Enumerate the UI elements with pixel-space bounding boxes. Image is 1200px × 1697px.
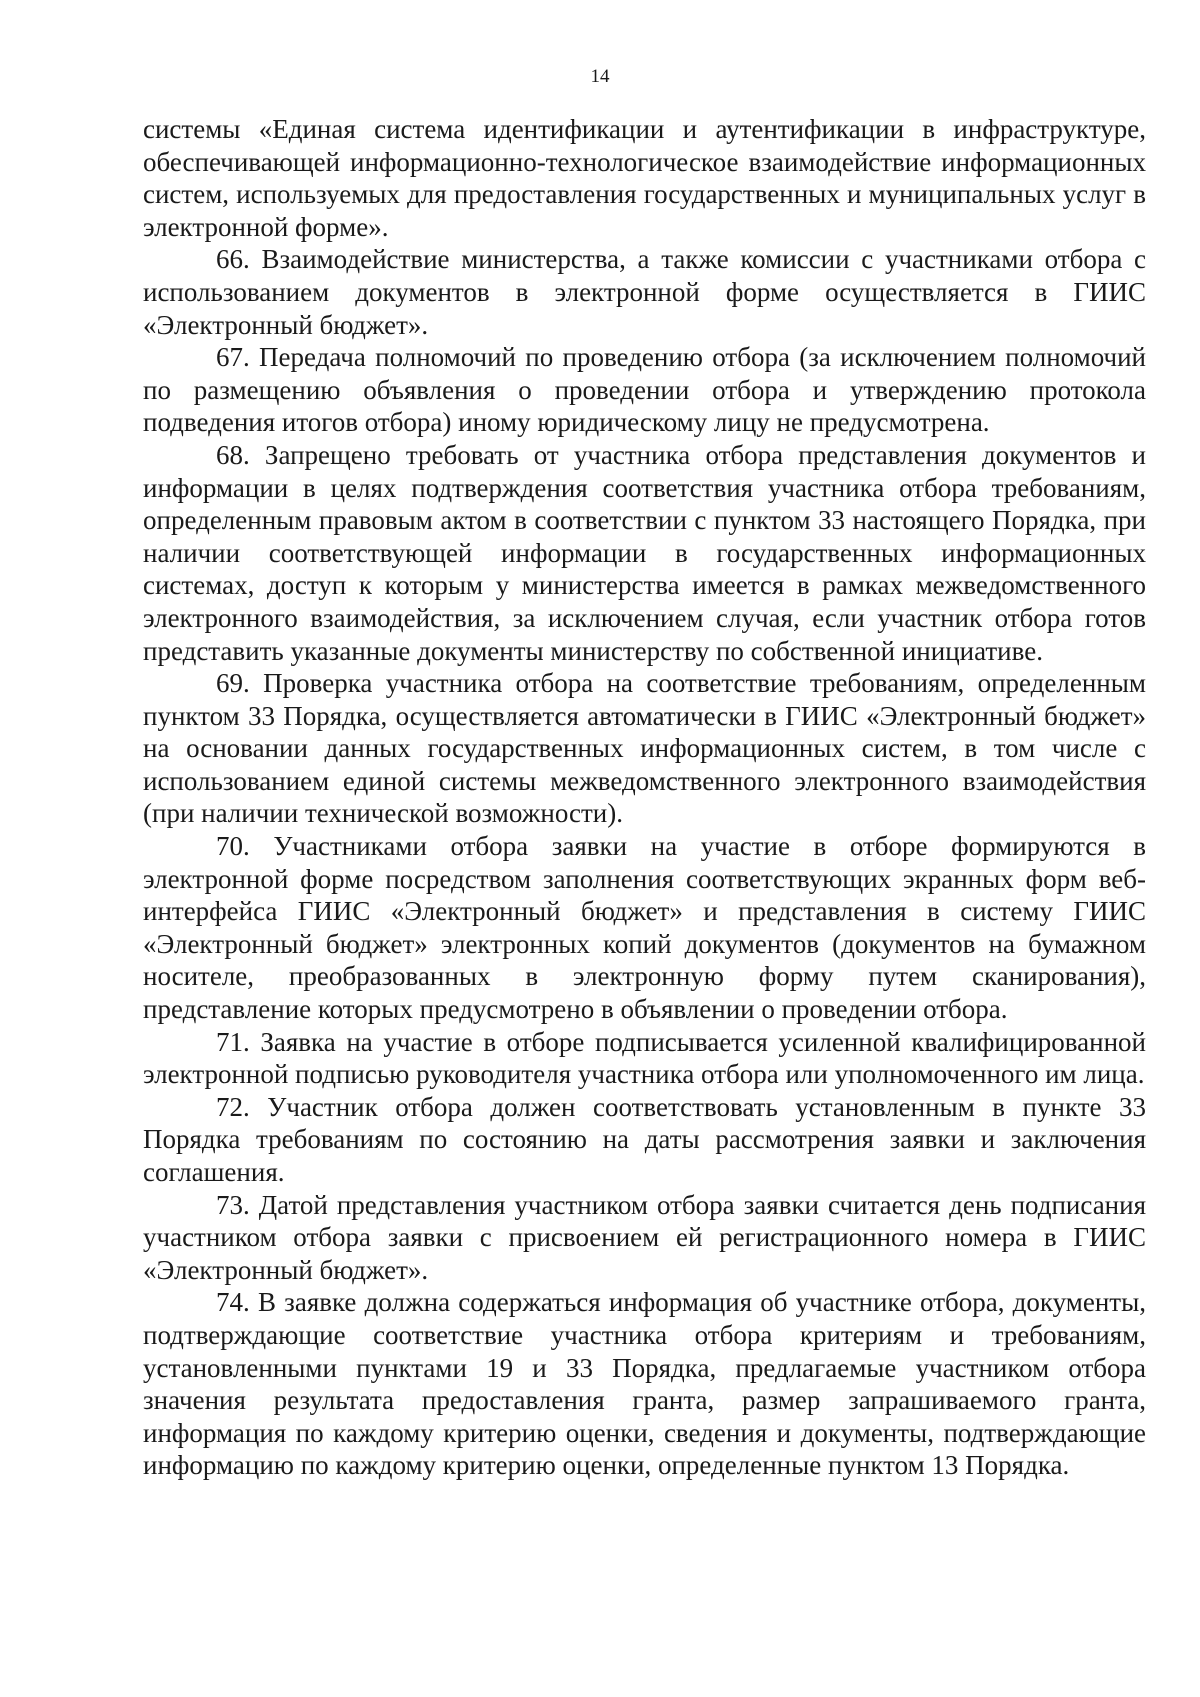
- paragraph-71: 71. Заявка на участие в отборе подписывается усиленной квалифицированной электронной подписью руководителя участника отбора или уполномоченного им лица.: [143, 1026, 1146, 1090]
- paragraph-69: 69. Проверка участника отбора на соответствие требованиям, определенным пунктом 33 Порядка, осуществляется автоматически в ГИИС «Электронный бюджет» на основании данных государственных информационных систем, в том числе с использованием единой системы межведомственного электронного взаимодействия (при наличии технической возможности).: [143, 668, 1146, 829]
- paragraph-74: 74. В заявке должна содержаться информация об участнике отбора, документы, подтверждающие соответствие участника отбора критериям и требованиям, установленными пунктами 19 и 33 Порядка, предлагаемые участником отбора значения результата предоставления гранта, размер запрашиваемого гранта, информация по каждому критерию оценки, сведения и документы, подтверждающие информацию по каждому критерию оценки, определенные пунктом 13 Порядка.: [143, 1287, 1146, 1481]
- paragraph-continuation: системы «Единая система идентификации и аутентификации в инфраструктуре, обеспечивающей информационно-технологическое взаимодействие информационных систем, используемых для предоставления государственных и муниципальных услуг в электронной форме».: [143, 114, 1146, 242]
- document-body: [143, 113, 1146, 1482]
- paragraph-67: 67. Передача полномочий по проведению отбора (за исключением полномочий по размещению объявления о проведении отбора и утверждению протокола подведения итогов отбора) иному юридическому лицу не предусмотрена.: [143, 342, 1146, 438]
- page-number: 14: [590, 66, 610, 87]
- paragraph-66: 66. Взаимодействие министерства, а также комиссии с участниками отбора с использованием документов в электронной форме осуществляется в ГИИС «Электронный бюджет».: [143, 244, 1146, 340]
- paragraph-70: 70. Участниками отбора заявки на участие в отборе формируются в электронной форме посредством заполнения соответствующих экранных форм веб-интерфейса ГИИС «Электронный бюджет» и представления в систему ГИИС «Электронный бюджет» электронных копий документов (документов на бумажном носителе, преобразованных в электронную форму путем сканирования), представление которых предусмотрено в объявлении о проведении отбора.: [143, 831, 1146, 1025]
- paragraph-68: 68. Запрещено требовать от участника отбора представления документов и информации в целях подтверждения соответствия участника отбора требованиям, определенным правовым актом в соответствии с пунктом 33 настоящего Порядка, при наличии соответствующей информации в государственных информационных системах, доступ к которым у министерства имеется в рамках межведомственного электронного взаимодействия, за исключением случая, если участник отбора готов представить указанные документы министерству по собственной инициативе.: [143, 439, 1146, 666]
- paragraph-72: 72. Участник отбора должен соответствовать установленным в пункте 33 Порядка требованиям по состоянию на даты рассмотрения заявки и заключения соглашения.: [143, 1091, 1146, 1187]
- paragraph-73: 73. Датой представления участником отбора заявки считается день подписания участником отбора заявки с присвоением ей регистрационного номера в ГИИС «Электронный бюджет».: [143, 1189, 1146, 1285]
